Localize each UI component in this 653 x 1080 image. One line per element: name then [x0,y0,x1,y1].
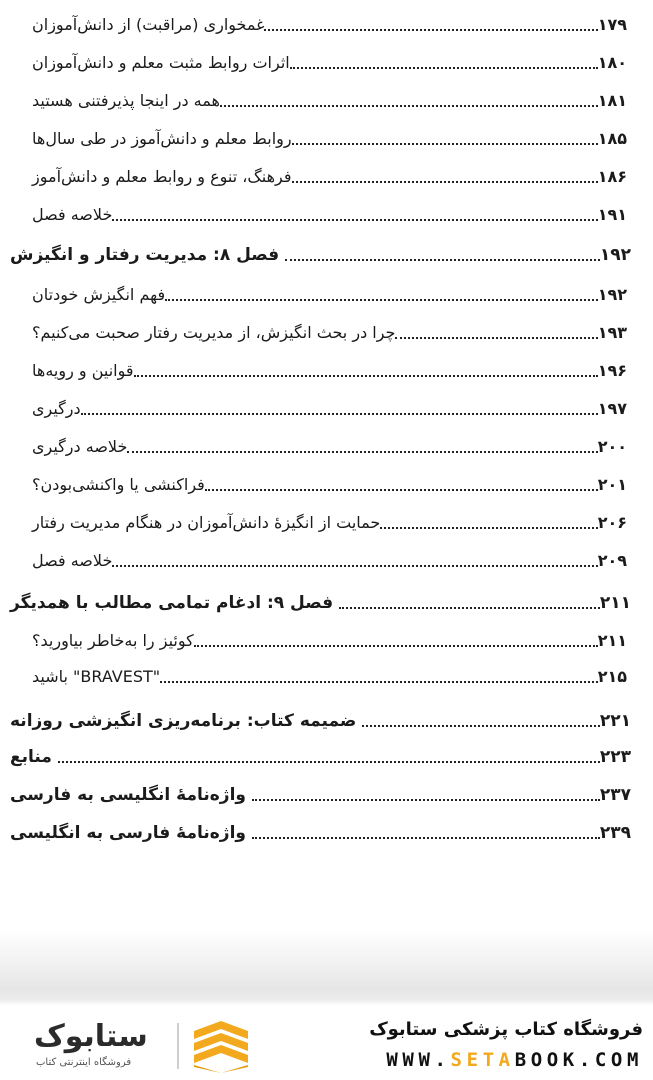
chapter-title: فصل ۸: مدیریت رفتار و انگیزش [10,245,280,265]
toc-entry[interactable] [28,428,631,458]
toc-entry[interactable] [28,196,631,226]
dot-leader [81,413,598,415]
toc-entry[interactable] [28,44,631,74]
dot-leader [339,607,600,609]
chapter-title: فصل ۹: ادغام تمامی مطالب با همدیگر [10,593,334,613]
toc-entry[interactable] [28,466,631,496]
toc-entry-title: اثرات روابط مثبت معلم و دانش‌آموزان [32,53,290,72]
toc-glossary-fa-en[interactable] [6,814,635,844]
dot-leader [380,527,597,529]
store-url[interactable] [386,1049,643,1071]
dot-leader [194,645,598,647]
toc-entry-page: ۲۱۱ [597,631,627,650]
toc-entry-page: ۱۸۱ [597,91,627,110]
toc-entry-title: همه در اینجا پذیرفتنی هستید [32,91,220,110]
toc-entry-title: "BRAVEST" باشید [32,667,161,686]
toc-entry-title: درگیری [32,399,81,418]
toc-entry-title: فرهنگ، تنوع و روابط معلم و دانش‌آموز [32,167,292,186]
dot-leader [127,451,597,453]
logo-subtitle: فروشگاه اینترنتی کتاب [36,1057,132,1068]
toc-entry[interactable] [28,276,631,306]
dot-leader [160,681,598,683]
toc-entry[interactable] [28,82,631,112]
toc-entry-page: ۲۰۶ [597,513,627,532]
toc-entry[interactable] [28,658,631,688]
toc-chapter-9[interactable] [6,584,635,614]
toc-entry-title: روابط معلم و دانش‌آموز در طی سال‌ها [32,129,292,148]
toc-entry-page: ۱۸۶ [597,167,627,186]
toc-entry-page: ۲۰۹ [597,551,627,570]
toc-entry[interactable] [28,120,631,150]
toc-chapter-8[interactable] [6,236,635,266]
dot-leader [134,375,598,377]
chapter-title: واژه‌نامهٔ فارسی به انگلیسی [10,823,246,843]
store-footer [0,1005,653,1080]
store-name: فروشگاه کتاب پزشکی ستابوک [369,1019,643,1040]
toc-entry[interactable] [28,504,631,534]
toc-entry[interactable] [28,542,631,572]
dot-leader [285,259,600,261]
toc-entry[interactable] [28,314,631,344]
toc-entry[interactable] [28,352,631,382]
url-prefix: WWW. [386,1049,451,1071]
dot-leader [112,565,597,567]
toc-entry-page: ۲۱۵ [597,667,627,686]
dot-leader [252,837,600,839]
chapter-page: ۲۲۳ [599,747,631,767]
logo-divider [177,1023,179,1069]
toc-entry-title: چرا در بحث انگیزش، از مدیریت رفتار صحبت می‌کنیم؟ [32,323,396,342]
toc-entry-title: فهم انگیزش خودتان [32,285,166,304]
toc-entry-page: ۱۹۲ [597,285,627,304]
toc-entry-page: ۱۹۱ [597,205,627,224]
toc-entry-page: ۱۹۳ [597,323,627,342]
logo-wordmark: ستابوک [34,1019,148,1054]
dot-leader [292,143,598,145]
toc-entry-page: ۱۸۵ [597,129,627,148]
dot-leader [205,489,598,491]
toc-entry-title: فراکنشی یا واکنشی‌بودن؟ [32,475,205,494]
store-logo[interactable] [22,1015,252,1075]
dot-leader [112,219,597,221]
toc-entry-title: خلاصه درگیری [32,437,128,456]
toc-entry[interactable] [28,6,631,36]
toc-entry[interactable] [28,158,631,188]
chapter-page: ۱۹۲ [599,245,631,265]
dot-leader [362,725,600,727]
url-accent: SETA [450,1049,515,1071]
toc-entry[interactable] [28,622,631,652]
toc-entry-page: ۱۹۶ [597,361,627,380]
chapter-page: ۲۲۱ [599,711,631,731]
toc-glossary-en-fa[interactable] [6,776,635,806]
toc-entry-title: خلاصه فصل [32,551,113,570]
dot-leader [58,761,600,763]
toc-references[interactable] [6,738,635,768]
toc-entry[interactable] [28,390,631,420]
toc-entry-page: ۱۷۹ [597,15,627,34]
dot-leader [395,337,597,339]
toc-entry-title: خلاصه فصل [32,205,113,224]
chapter-title: واژه‌نامهٔ انگلیسی به فارسی [10,785,246,805]
chapter-page: ۲۳۹ [599,823,631,843]
chapter-title: ضمیمه کتاب: برنامه‌ریزی انگیزشی روزانه [10,711,357,731]
chapter-page: ۲۱۱ [599,593,631,613]
toc-entry-page: ۱۸۰ [597,53,627,72]
url-suffix: BOOK.COM [514,1049,643,1071]
chapter-title: منابع [10,747,52,767]
dot-leader [290,67,598,69]
dot-leader [292,181,598,183]
chapter-page: ۲۳۷ [599,785,631,805]
toc-appendix[interactable] [6,702,635,732]
toc-entry-page: ۱۹۷ [597,399,627,418]
dot-leader [165,299,598,301]
toc-entry-title: کوئیز را به‌خاطر بیاورید؟ [32,631,194,650]
toc-entry-title: غمخواری (مراقبت) از دانش‌آموزان [32,15,265,34]
dot-leader [264,29,597,31]
dot-leader [220,105,598,107]
dot-leader [252,799,600,801]
book-stack-icon [190,1021,252,1073]
toc-entry-title: قوانین و رویه‌ها [32,361,134,380]
toc-entry-page: ۲۰۱ [597,475,627,494]
toc-entry-title: حمایت از انگیزهٔ دانش‌آموزان در هنگام مدیریت رفتار [32,513,381,532]
toc-entry-page: ۲۰۰ [597,437,627,456]
